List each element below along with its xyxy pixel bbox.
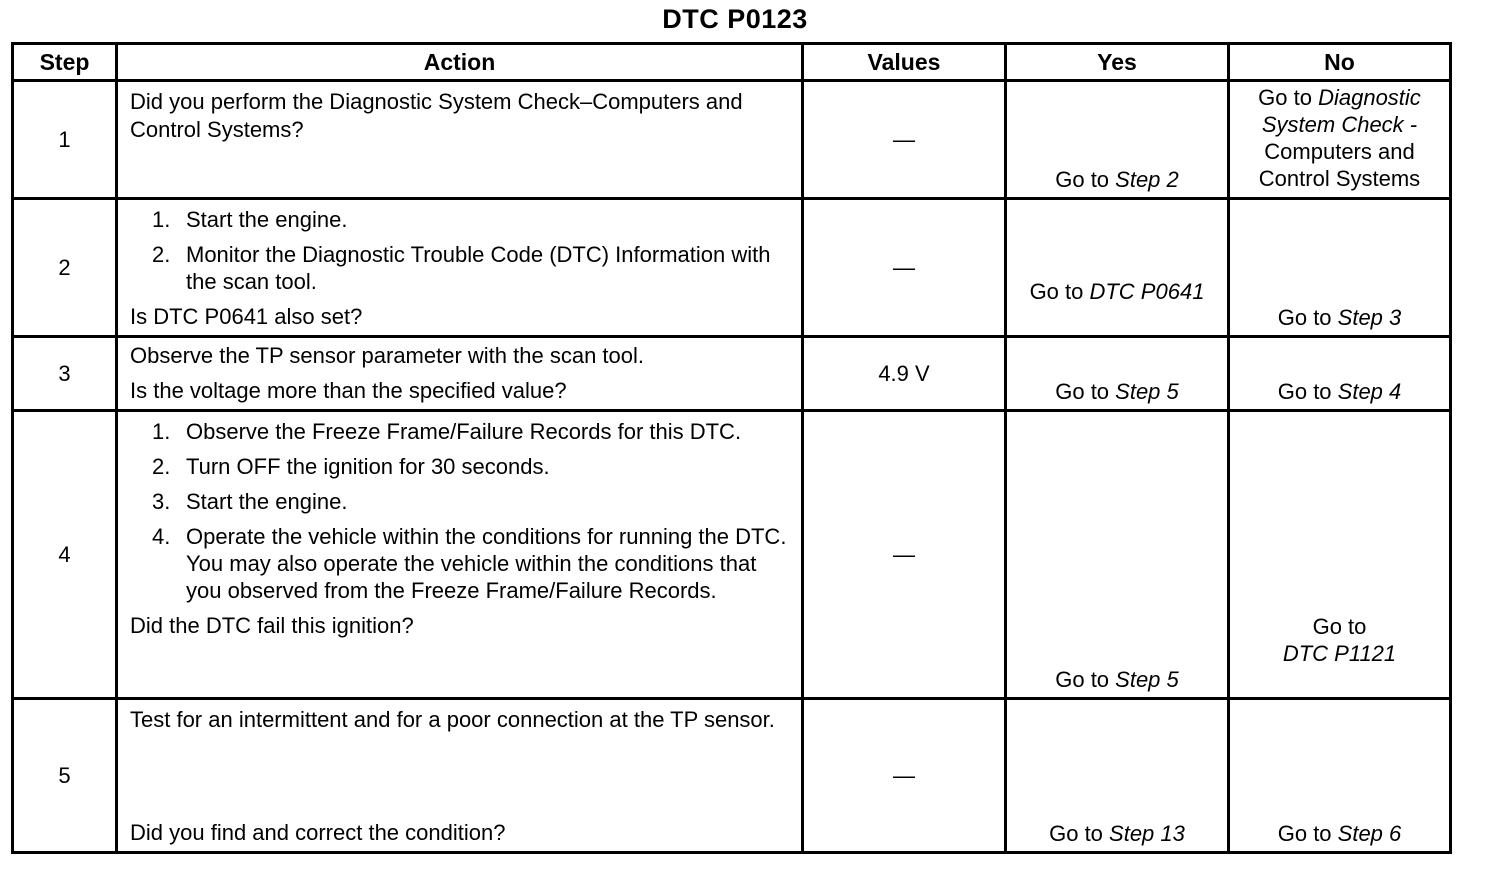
action-cell <box>117 199 803 337</box>
table-row <box>13 337 1451 411</box>
page-title: DTC P0123 <box>662 4 808 34</box>
value-cell: — <box>803 411 1006 699</box>
action-question: Is DTC P0641 also set? <box>130 304 363 329</box>
list-item: 2. Turn OFF the ignition for 30 seconds. <box>152 454 550 479</box>
table-row <box>13 699 1451 853</box>
action-text: Did you perform the Diagnostic System Check–Computers and Control Systems? <box>130 89 743 142</box>
step-number: 2 <box>13 199 117 337</box>
list-item: 1. Observe the Freeze Frame/Failure Records for this DTC. <box>152 419 742 444</box>
yes-prefix: Go to <box>1049 821 1110 846</box>
no-link[interactable]: DTC P1121 <box>1282 641 1397 666</box>
header-step: Step <box>13 44 117 81</box>
step-number: 5 <box>13 699 117 853</box>
action-cell <box>117 81 803 199</box>
no-prefix: Go to <box>1277 821 1338 846</box>
step-number: 4 <box>13 411 117 699</box>
step-number: 3 <box>13 337 117 411</box>
table-row <box>13 81 1451 199</box>
diagnostic-table <box>11 42 1452 854</box>
yes-prefix: Go to <box>1055 379 1116 404</box>
no-prefix: Go to <box>1258 85 1319 110</box>
table-row <box>13 411 1451 699</box>
yes-cell <box>1006 411 1229 699</box>
action-question: Did the DTC fail this ignition? <box>130 613 414 638</box>
no-link[interactable]: Diagnostic System Check - <box>1261 85 1421 137</box>
no-prefix: Go to <box>1277 305 1338 330</box>
yes-prefix: Go to <box>1055 167 1116 192</box>
yes-link[interactable]: Step 5 <box>1115 667 1179 692</box>
yes-link[interactable]: Step 5 <box>1115 379 1179 404</box>
action-cell <box>117 699 803 853</box>
header-action: Action <box>117 44 803 81</box>
value-cell: — <box>803 81 1006 199</box>
step-number: 1 <box>13 81 117 199</box>
list-item: 2. Monitor the Diagnostic Trouble Code (DTC) Information with the scan tool. <box>152 242 771 294</box>
action-question: Did you find and correct the condition? <box>130 820 506 845</box>
no-cell <box>1229 411 1451 699</box>
no-cell <box>1229 337 1451 411</box>
no-cell <box>1229 199 1451 337</box>
list-item: 3. Start the engine. <box>152 489 348 514</box>
yes-cell <box>1006 699 1229 853</box>
action-text: Test for an intermittent and for a poor connection at the TP sensor. <box>130 707 775 732</box>
value-cell: — <box>803 699 1006 853</box>
list-item: 4. Operate the vehicle within the conditions for running the DTC. You may also operate the vehicle within the conditions that you observed from the Freeze Frame/Failure Records. <box>152 524 787 603</box>
no-link[interactable]: Step 3 <box>1337 305 1402 330</box>
yes-link[interactable]: Step 13 <box>1109 821 1185 846</box>
action-question: Is the voltage more than the specified value? <box>130 378 567 403</box>
action-cell <box>117 337 803 411</box>
header-yes: Yes <box>1006 44 1229 81</box>
no-cell <box>1229 81 1451 199</box>
action-cell <box>117 411 803 699</box>
yes-prefix: Go to <box>1055 667 1116 692</box>
yes-prefix: Go to <box>1029 279 1090 304</box>
action-text: Observe the TP sensor parameter with the scan tool. <box>130 343 645 368</box>
no-link[interactable]: Step 6 <box>1337 821 1402 846</box>
yes-link[interactable]: DTC P0641 <box>1089 279 1205 304</box>
no-link[interactable]: Step 4 <box>1337 379 1402 404</box>
yes-cell <box>1006 337 1229 411</box>
no-prefix: Go to <box>1277 379 1338 404</box>
no-suffix: Computers and Control Systems <box>1258 139 1421 191</box>
yes-cell <box>1006 81 1229 199</box>
no-prefix: Go to <box>1312 614 1367 639</box>
no-cell <box>1229 699 1451 853</box>
header-values: Values <box>803 44 1006 81</box>
list-item: 1. Start the engine. <box>152 207 348 232</box>
table-row <box>13 199 1451 337</box>
value-cell: — <box>803 199 1006 337</box>
value-cell: 4.9 V <box>803 337 1006 411</box>
header-row <box>13 44 1451 81</box>
yes-link[interactable]: Step 2 <box>1115 167 1179 192</box>
yes-cell <box>1006 199 1229 337</box>
header-no: No <box>1229 44 1451 81</box>
